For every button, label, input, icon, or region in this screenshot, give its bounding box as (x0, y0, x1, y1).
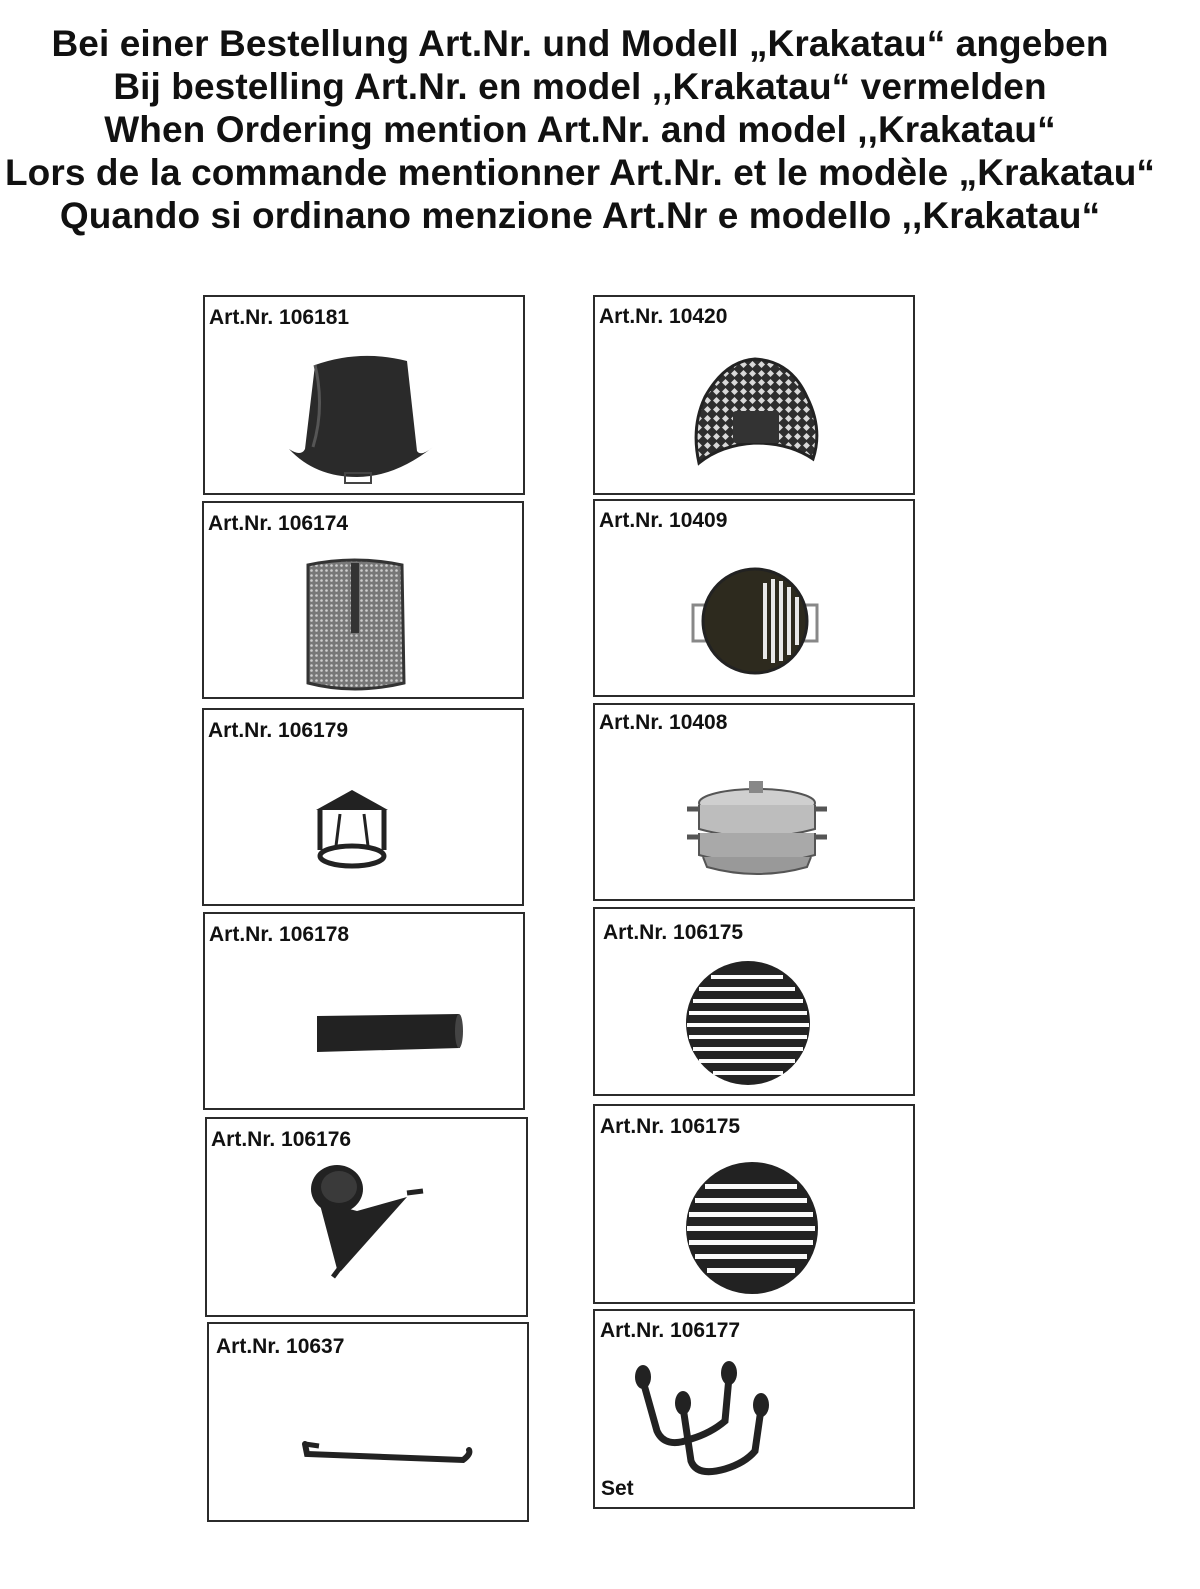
part-card (593, 295, 915, 495)
spark-screen-icon (204, 503, 522, 697)
part-number: Art.Nr. 10408 (599, 711, 728, 734)
part-card (202, 501, 524, 699)
instruction-italian: Quando si ordinano menzione Art.Nr e modello ,,Krakatau“ (59, 195, 1101, 236)
part-number: Art.Nr. 106174 (208, 512, 349, 535)
part-number: Art.Nr. 106181 (209, 306, 350, 329)
leg-set-icon (595, 1311, 913, 1507)
part-number: Art.Nr. 106179 (208, 719, 349, 742)
part-card (205, 1117, 528, 1317)
poker-hook-icon (209, 1324, 527, 1520)
part-card (593, 1309, 915, 1509)
fire-bowl-icon (205, 297, 523, 493)
part-card (203, 912, 525, 1110)
part-card (593, 703, 915, 901)
part-card (593, 1104, 915, 1304)
chimney-funnel-icon (207, 1119, 526, 1315)
steamer-pot-icon (595, 705, 913, 899)
part-number: Art.Nr. 106175 (603, 921, 744, 944)
part-number: Art.Nr. 106176 (211, 1128, 352, 1151)
instruction-dutch: Bij bestelling Art.Nr. en model ,,Krakatau“ vermelden (113, 66, 1047, 107)
part-number: Art.Nr. 106178 (209, 923, 350, 946)
grill-grate-icon (595, 909, 913, 1094)
grill-grate-icon (595, 1106, 913, 1302)
chimney-cap-icon (204, 710, 522, 904)
perforated-plate-icon (595, 297, 913, 493)
part-number: Art.Nr. 10420 (599, 305, 728, 328)
part-number: Art.Nr. 106175 (600, 1115, 741, 1138)
instruction-german: Bei einer Bestellung Art.Nr. und Modell „Krakatau“ angeben (51, 23, 1109, 64)
part-number: Art.Nr. 10409 (599, 509, 728, 532)
set-note: Set (601, 1477, 634, 1500)
part-card (207, 1322, 529, 1522)
part-card (203, 295, 525, 495)
round-grill-plate-icon (595, 501, 913, 695)
part-card (593, 499, 915, 697)
part-card (593, 907, 915, 1096)
instruction-french: Lors de la commande mentionner Art.Nr. et le modèle „Krakatau“ (4, 152, 1156, 193)
order-instructions (0, 22, 1160, 237)
chimney-pipe-icon (205, 914, 523, 1108)
part-number: Art.Nr. 106177 (600, 1319, 741, 1342)
part-card (202, 708, 524, 906)
part-number: Art.Nr. 10637 (216, 1335, 345, 1358)
instruction-english: When Ordering mention Art.Nr. and model ,,Krakatau“ (104, 109, 1056, 150)
